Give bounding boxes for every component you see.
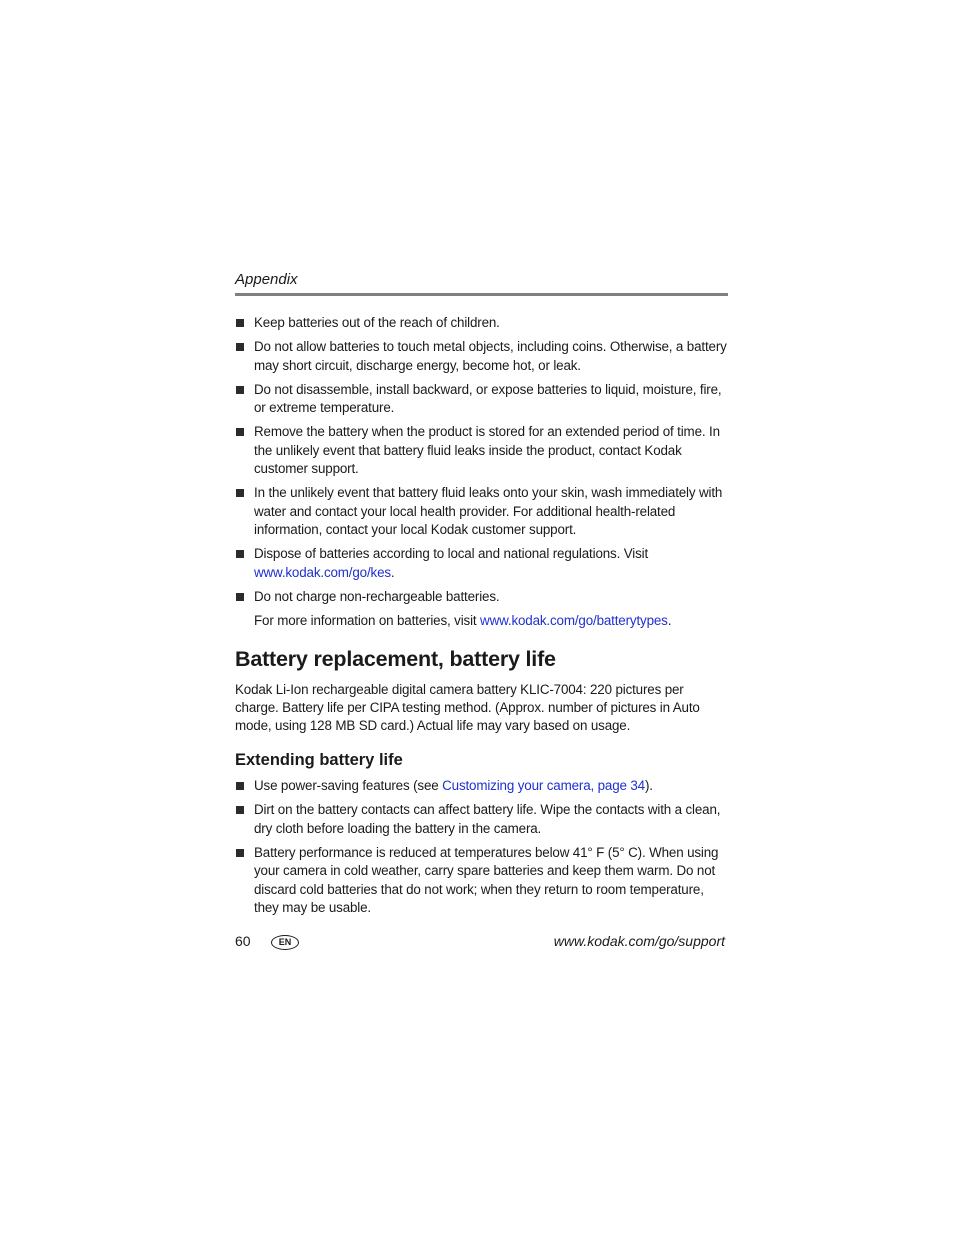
list-item — [235, 338, 728, 375]
list-item-text: In the unlikely event that battery fluid leaks onto your skin, wash immediately with water and contact your local health provider. For additional health-related information, contact your local Kodak customer support. — [254, 485, 723, 538]
list-item — [235, 381, 728, 418]
square-bullet-icon — [236, 782, 244, 790]
list-item-text: Keep batteries out of the reach of children. — [254, 315, 500, 330]
language-badge: EN — [271, 935, 299, 950]
list-item — [235, 423, 728, 478]
more-info-text: For more information on batteries, visit — [254, 613, 481, 629]
kes-link[interactable]: www.kodak.com/go/kes — [254, 564, 391, 580]
square-bullet-icon — [236, 849, 244, 857]
battery-precautions-list — [235, 314, 728, 606]
list-item — [235, 777, 728, 795]
list-item — [235, 588, 728, 606]
square-bullet-icon — [236, 489, 244, 497]
list-item — [235, 545, 728, 582]
square-bullet-icon — [236, 386, 244, 394]
list-item-text: Do not charge non-rechargeable batteries. — [254, 589, 500, 605]
square-bullet-icon — [236, 319, 244, 327]
section-header-label: Appendix — [235, 271, 298, 288]
more-info-note — [235, 612, 728, 630]
page-footer — [235, 931, 725, 953]
list-item — [235, 484, 728, 539]
page-number: 60 — [235, 933, 251, 949]
square-bullet-icon — [236, 593, 244, 601]
list-item — [235, 844, 728, 918]
list-item-text: Dirt on the battery contacts can affect battery life. Wipe the contacts with a clean, dry cloth before loading the battery in the camera. — [254, 802, 721, 836]
extending-battery-life-heading: Extending battery life — [235, 750, 403, 769]
battery-replacement-heading: Battery replacement, battery life — [235, 646, 556, 671]
header-divider — [235, 293, 728, 296]
list-item-text: Use power-saving features (see — [254, 777, 443, 793]
battery-types-link[interactable]: www.kodak.com/go/batterytypes — [480, 613, 668, 629]
list-item-text-end: ). — [645, 777, 653, 793]
document-page — [235, 270, 728, 923]
battery-life-paragraph: Kodak Li-Ion rechargeable digital camera battery KLIC-7004: 220 pictures per charge. Battery life per CIPA testing method. (Approx. number of pictures in Auto mode, using 128 MB SD card.) Actual life may vary based on usage. — [235, 681, 700, 734]
list-item-text: Dispose of batteries according to local and national regulations. Visit — [254, 546, 649, 562]
customizing-camera-link[interactable]: Customizing your camera, page 34 — [442, 777, 645, 793]
list-item-text: Do not allow batteries to touch metal objects, including coins. Otherwise, a battery may short circuit, discharge energy, become hot, or leak. — [254, 339, 727, 373]
support-url: www.kodak.com/go/support — [553, 933, 725, 949]
extending-battery-life-list — [235, 777, 728, 917]
list-item-text: Battery performance is reduced at temperatures below 41° F (5° C). When using your camera in cold weather, carry spare batteries and keep them warm. Do not discard cold batteries that do not work; when they return to room temperature, they may be usable. — [254, 844, 719, 915]
more-info-text-end: . — [667, 613, 672, 629]
list-item-text-end: . — [390, 564, 395, 580]
square-bullet-icon — [236, 806, 244, 814]
list-item — [235, 314, 728, 332]
list-item — [235, 801, 728, 838]
list-item-text: Do not disassemble, install backward, or expose batteries to liquid, moisture, fire, or extreme temperature. — [254, 381, 722, 416]
square-bullet-icon — [236, 428, 244, 436]
square-bullet-icon — [236, 550, 244, 558]
list-item-text: Remove the battery when the product is stored for an extended period of time. In the unlikely event that battery fluid leaks inside the product, contact Kodak customer support. — [254, 424, 720, 477]
square-bullet-icon — [236, 343, 244, 351]
